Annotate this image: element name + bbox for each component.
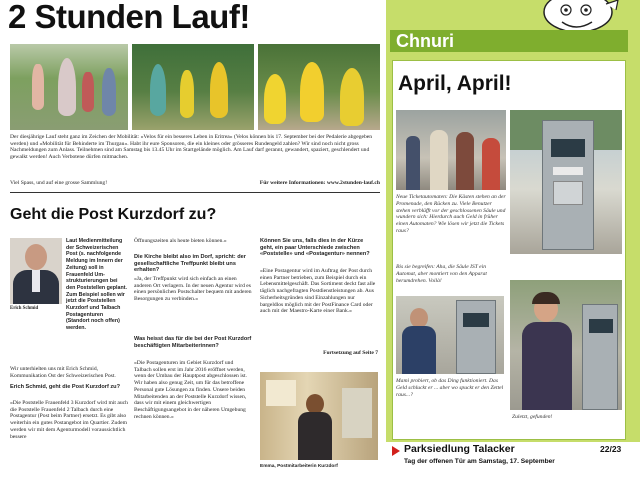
footer-arrow-icon <box>392 446 400 456</box>
lauf-more-info: Für weitere Informationen: www.2stunden-lauf.ch <box>259 180 380 186</box>
answer-4: «Eine Postagentur wird im Auftrag der Post durch einen Partner betrieben, zum Beispiel durch ein Lebensmittelgeschäft. Das Sortiment deckt fast alle täglich nachgefragten Postdienstleistungen ab. Aus Sicherheitsgründen sind Einzahlungen nur bargeldlos möglich mit der PostFinance Card oder auch mit der Maestro-Karte einer Bank.» <box>260 268 376 315</box>
continued-note: Fortsetzung auf Seite 7 <box>323 350 378 356</box>
chnuri-mascot-icon <box>532 0 624 34</box>
footer-page-numbers: 22/23 <box>600 444 622 454</box>
runner-photo-1 <box>10 44 128 130</box>
question-4: Können Sie uns, falls dies in der Kürze geht, ein paar Unterschiede zwischen «Poststelle» und «Postagentur» nennen? <box>260 238 370 258</box>
ticket-photo-woman <box>510 280 622 410</box>
question-1: Erich Schmid, geht die Post Kurzdorf zu? <box>10 384 121 390</box>
lauf-paragraph: Der diesjährige Lauf steht ganz im Zeichen der Mobilität: «Velos für ein besseres Leben in Eritrea» (Velos können bis 17. September bei der Pedalerie abgegeben werden) und «Mobilität für Behinderte im Thurgau». Habt ihr eure Sponsoren, die ein kleines oder grösseres Rundengeld zahlen? Wir sind noch nicht gross Nachmeldungen zum Anlass. Teilnehmen sind am Samstag bis 13.45 Uhr im Startgelände möglich. Am Lauf darf gerannt, gewandert, spaziert, geschlendert und gewalkt werden! Auch Verbotene dürfen mitmachen. <box>10 134 373 161</box>
runner-photo-2 <box>132 44 254 130</box>
answer-1: «Die Poststelle Frauenfeld 3 Kurzdorf wird mit auch die Poststelle Frauenfeld 2 Talbach durch eine Postagentur (Post beim Partner) ersetzt. Es gibt also weiterhin ein gutes Postangebot im Quartier. Zudem werden wir mit dem Agenturmodell voraussichtlich bessere <box>10 400 128 440</box>
post-headline: Geht die Post Kurzdorf zu? <box>10 206 217 223</box>
runner-photo-3 <box>258 44 380 130</box>
ticket-photo-man <box>396 296 504 374</box>
post-lead: Laut Medienmitteilung der Schweizerischen Post (s. nachfolgende Meldung im Innern der Zeitung) soll in Frauenfeld Umstrukturierungen bei den Poststellen geplant. Zum Beispiel sollen wir jetzt die Poststellen Kurzdorf und Talbach Postagenturen (Standort noch offen) werden. <box>66 238 127 332</box>
article-headline: 2 Stunden Lauf! <box>8 0 250 35</box>
lauf-closing: Viel Spass, und auf eine grosse Sammlung! <box>10 180 108 186</box>
post-office-photo <box>260 372 378 460</box>
question-2: Die Kirche bleibt also im Dorf, spricht: der gesellschaftliche Treffpunkt bleibt uns erhalten? <box>134 254 246 274</box>
photo-strip <box>10 44 380 130</box>
footer-title: Parksiedlung Talacker <box>404 443 515 455</box>
portrait-caption: Erich Schmid <box>10 306 39 311</box>
answer-3: «Die Postagenturen im Gebiet Kurzdorf und Talbach sollen erst im Jahr 2016 eröffnet werden, wenn der Umbau der Hauptpost abgeschlossen ist. Wir haben also genug Zeit, um für das betroffene Personal gute Lösungen zu finden. Unsere beiden Mitarbeitenden an der Poststelle Kurzdorf wissen, dass wir mit einem gleichwertigen Beschäftigungsangebot in der näheren Umgebung rechnen können.» <box>134 360 247 420</box>
answer-2: «Ja, der Treffpunkt wird sich einfach an einen anderen Ort verlagern. In der neuen Agentur wird es einen persönlichen Postschalter bequem mit anderen Besorgungen zu verbinden.» <box>134 276 252 303</box>
post-intro: Wir unterhielten uns mit Erich Schmid, Kommunikation Ost der Schweizerischen Post. <box>10 366 116 379</box>
post-office-caption: Emma, Postmitarbeiterin Kurzdorf <box>260 464 338 469</box>
portrait-photo <box>10 238 62 304</box>
caption-4: Zuletzt, gefunden! <box>512 414 553 420</box>
col2-top: Öffnungszeiten als heute bieten können.» <box>134 238 227 244</box>
caption-3: Mami probiert, ob das Ding funktioniert. Das Geld schluckt er ... aber wo spuckt er den Zettel raus...? <box>396 378 504 398</box>
caption-2: Bis sie begreifen: Aha, die Säule IST ein Automat, aber montiert von den Apparat herumdrehen. Voilà! <box>396 264 487 284</box>
footer-subtitle: Tag der offenen Tür am Samstag, 17. September <box>404 458 555 465</box>
ticket-photo-1 <box>396 110 506 190</box>
chnuri-label: Chnuri <box>396 31 454 51</box>
april-headline: April, April! <box>398 72 512 95</box>
section-divider <box>10 192 380 193</box>
question-3: Was heisst das für die bei der Post Kurzdorf beschäftigten Mitarbeiterinnen? <box>134 336 252 349</box>
ticket-machine-photo <box>510 110 622 254</box>
caption-1: Neue Ticketautomaten: Die Kästen stehen an der Promenade, den Rücken zu. Viele Benutzer stehen verblüfft vor der geschlossenen Säule und wundern sich: Hierdurch auch Geld in früher einen Automaten? Wie lösen wir jetzt die Tickets raus? <box>396 194 506 234</box>
